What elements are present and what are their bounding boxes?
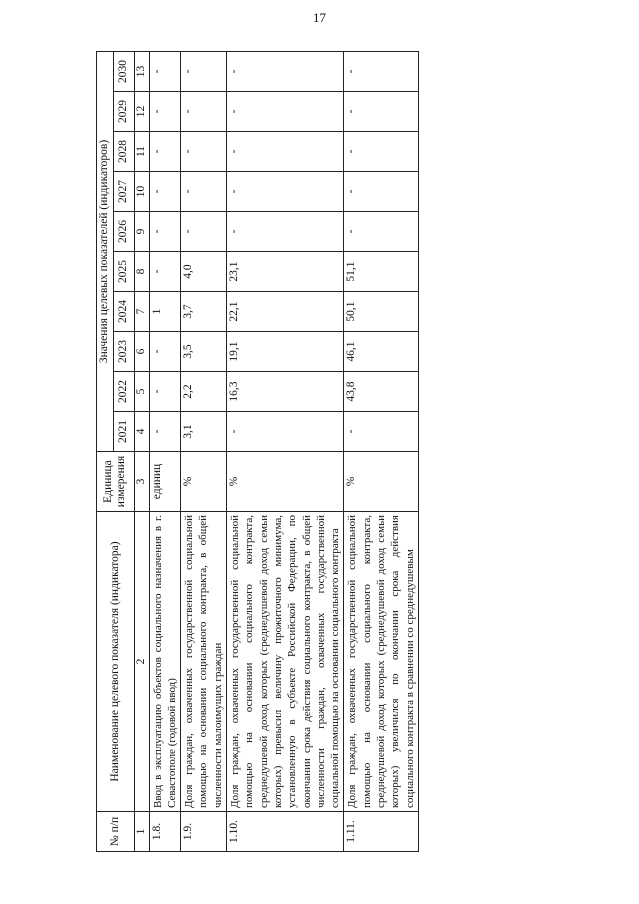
indicator-value: -	[227, 92, 344, 132]
header-year: 2024	[113, 292, 134, 332]
indicator-value: 3,1	[181, 412, 227, 452]
indicator-value: 46,1	[344, 332, 418, 372]
column-number: 4	[134, 412, 149, 452]
indicator-value: -	[149, 412, 181, 452]
indicator-value: 3,7	[181, 292, 227, 332]
indicator-value: -	[181, 51, 227, 91]
indicator-name: Доля граждан, охваченных государственной социальной помощью на основании социального контракта, в общей численности малоимущих граждан	[181, 512, 227, 812]
indicator-value: 23,1	[227, 252, 344, 292]
row-number: 1.9.	[181, 812, 227, 852]
indicator-unit: единиц	[149, 452, 181, 512]
header-year: 2026	[113, 212, 134, 252]
column-number: 6	[134, 332, 149, 372]
column-number: 7	[134, 292, 149, 332]
indicator-name: Доля граждан, охваченных государственной социальной помощью на основании социального контракта, среднедушевой доход которых (среднедушевой доход семьи которых) превысил величину прожиточного минимума, установленную в субъекте Российской Федерации, по окончании срока действия социального контракта, в общей численности граждан, охваченных государственной социальной помощью на основании социального контракта	[227, 512, 344, 812]
indicator-value: -	[149, 252, 181, 292]
indicator-value: -	[344, 212, 418, 252]
indicator-unit: %	[227, 452, 344, 512]
indicator-value: -	[227, 412, 344, 452]
indicator-unit: %	[181, 452, 227, 512]
indicator-value: 50,1	[344, 292, 418, 332]
indicator-value: 16,3	[227, 372, 344, 412]
indicator-value: -	[344, 412, 418, 452]
indicator-value: -	[344, 92, 418, 132]
indicator-value: -	[149, 132, 181, 172]
indicator-value: -	[344, 51, 418, 91]
indicator-name: Доля граждан, охваченных государственной социальной помощью на основании социального контракта, среднедушевой доход которых (среднедушевой доход семьи которых) увеличился по окончании срока действия социального контракта в сравнении со среднедушевым	[344, 512, 418, 812]
indicator-value: 51,1	[344, 252, 418, 292]
row-number: 1.8.	[149, 812, 181, 852]
column-number: 3	[134, 452, 149, 512]
header-year: 2022	[113, 372, 134, 412]
indicator-value: -	[149, 92, 181, 132]
page-number: 17	[313, 10, 326, 25]
indicator-value: 43,8	[344, 372, 418, 412]
indicator-value: -	[344, 132, 418, 172]
indicator-value: -	[181, 172, 227, 212]
table-row	[181, 51, 227, 851]
indicator-unit: %	[344, 452, 418, 512]
indicator-value: 1	[149, 292, 181, 332]
indicator-value: -	[149, 332, 181, 372]
column-number: 13	[134, 51, 149, 91]
header-year: 2029	[113, 92, 134, 132]
header-year: 2021	[113, 412, 134, 452]
header-year: 2027	[113, 172, 134, 212]
column-number: 12	[134, 92, 149, 132]
indicator-value: -	[227, 172, 344, 212]
indicator-value: -	[149, 172, 181, 212]
column-number: 8	[134, 252, 149, 292]
header-num: № п/п	[97, 812, 135, 852]
indicator-value: -	[181, 92, 227, 132]
header-name: Наименование целевого показателя (индикатора)	[97, 512, 135, 812]
indicator-table-rotated	[96, 52, 526, 852]
row-number: 1.10.	[227, 812, 344, 852]
indicator-value: -	[149, 372, 181, 412]
column-number: 1	[134, 812, 149, 852]
column-number: 10	[134, 172, 149, 212]
indicator-value: 19,1	[227, 332, 344, 372]
indicator-value: -	[227, 51, 344, 91]
header-unit: Единица измерения	[97, 452, 135, 512]
indicator-value: -	[227, 132, 344, 172]
indicator-value: 22,1	[227, 292, 344, 332]
column-number: 5	[134, 372, 149, 412]
table-row	[344, 51, 418, 851]
indicator-value: -	[227, 212, 344, 252]
indicator-table	[96, 51, 419, 852]
header-year: 2030	[113, 51, 134, 91]
indicator-value: -	[181, 212, 227, 252]
header-year: 2028	[113, 132, 134, 172]
indicator-value: 2,2	[181, 372, 227, 412]
indicator-value: -	[149, 51, 181, 91]
indicator-value: -	[344, 172, 418, 212]
column-number: 2	[134, 512, 149, 812]
indicator-name: Ввод в эксплуатацию объектов социального назначения в г. Севастополе (годовой ввод)	[149, 512, 181, 812]
header-values-group: Значения целевых показателей (индикаторов)	[97, 51, 114, 451]
indicator-value: -	[181, 132, 227, 172]
table-row	[149, 51, 181, 851]
header-year: 2025	[113, 252, 134, 292]
column-number: 11	[134, 132, 149, 172]
table-row	[227, 51, 344, 851]
header-year: 2023	[113, 332, 134, 372]
row-number: 1.11.	[344, 812, 418, 852]
indicator-value: 4,0	[181, 252, 227, 292]
indicator-value: -	[149, 212, 181, 252]
indicator-value: 3,5	[181, 332, 227, 372]
column-number: 9	[134, 212, 149, 252]
